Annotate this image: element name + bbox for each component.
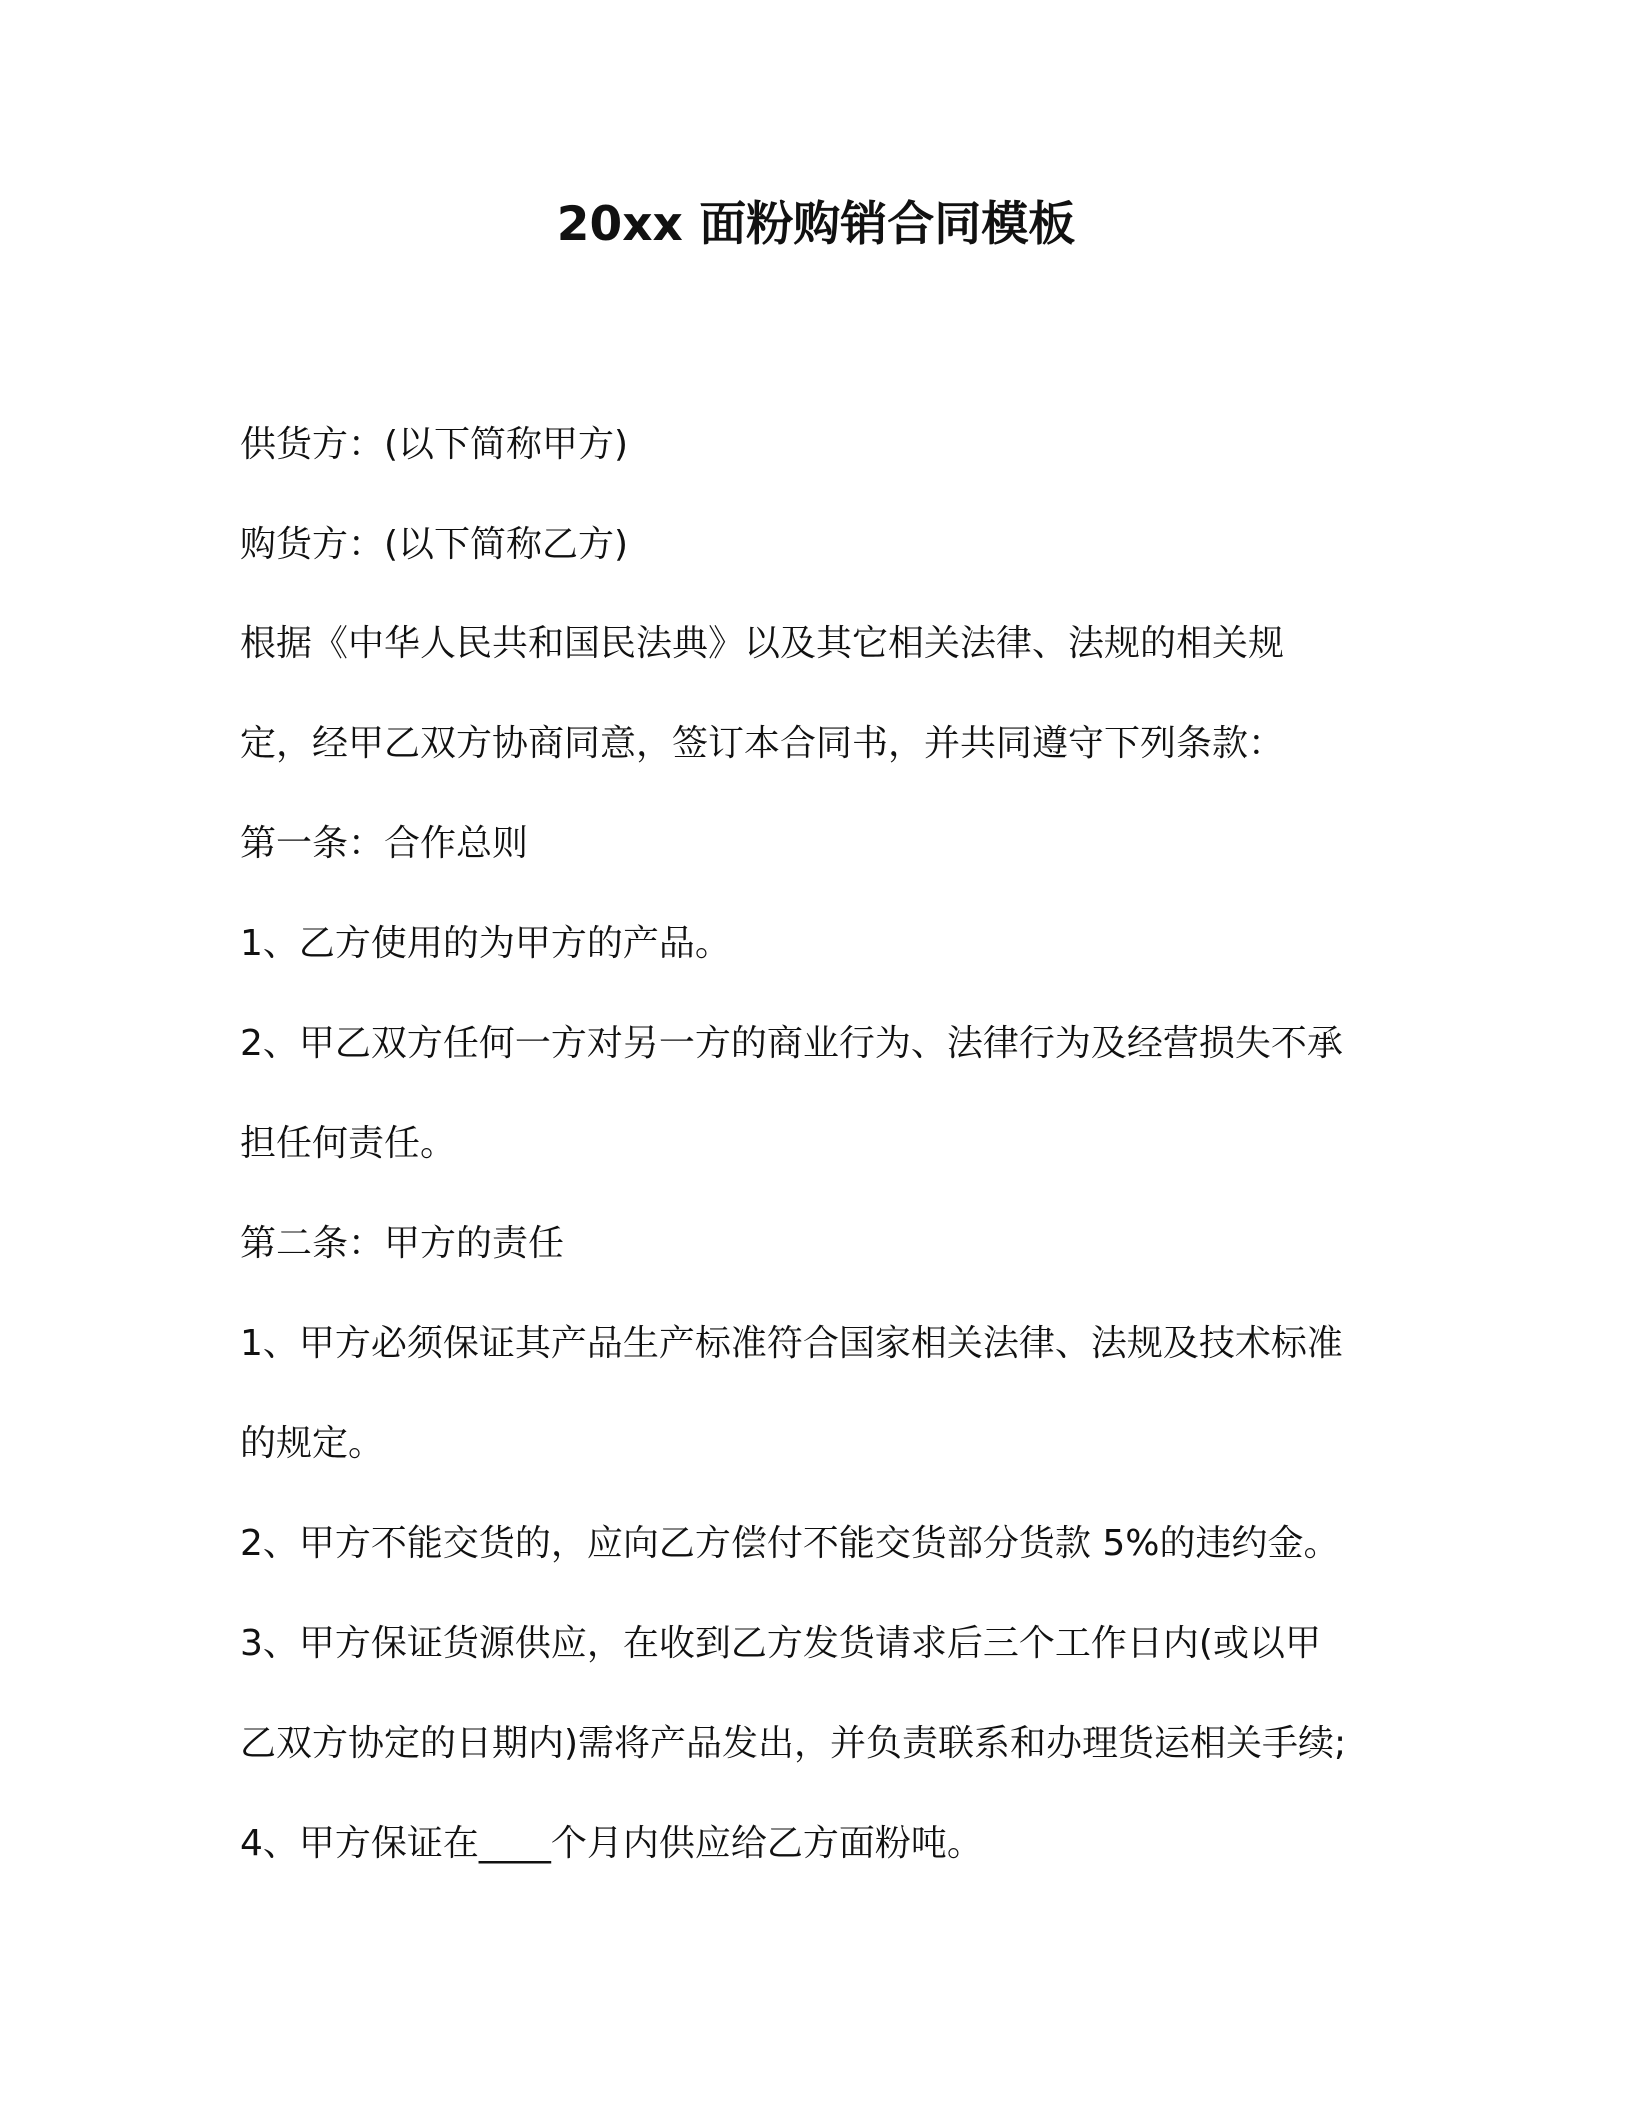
article-2-clause-3-line-2: 乙双方协定的日期内)需将产品发出，并负责联系和办理货运相关手续; [240,1723,1347,1764]
article-1-clause-2-line-2: 担任何责任。 [240,1123,457,1164]
article-2-clause-2: 2、甲方不能交货的，应向乙方偿付不能交货部分货款 5%的违约金。 [240,1523,1340,1564]
document-title: 20xx 面粉购销合同模板 [556,197,1076,252]
article-1-clause-1: 1、乙方使用的为甲方的产品。 [240,923,731,964]
article-2-clause-1-line-1: 1、甲方必须保证其产品生产标准符合国家相关法律、法规及技术标准 [240,1323,1343,1364]
article-1-clause-2-line-1: 2、甲乙双方任何一方对另一方的商业行为、法律行为及经营损失不承 [240,1023,1343,1064]
article-1-heading: 第一条：合作总则 [240,823,529,864]
preamble-line-2: 定，经甲乙双方协商同意，签订本合同书，并共同遵守下列条款： [240,723,1285,764]
article-2-clause-1-line-2: 的规定。 [240,1423,385,1464]
article-2-clause-4: 4、甲方保证在____个月内供应给乙方面粉吨。 [240,1823,983,1864]
article-2-clause-3-line-1: 3、甲方保证货源供应，在收到乙方发货请求后三个工作日内(或以甲 [240,1623,1321,1664]
article-2-heading: 第二条：甲方的责任 [240,1223,565,1264]
buyer-line: 购货方：(以下简称乙方) [240,524,629,565]
preamble-line-1: 根据《中华人民共和国民法典》以及其它相关法律、法规的相关规 [240,623,1285,664]
supplier-line: 供货方：(以下简称甲方) [240,424,629,465]
